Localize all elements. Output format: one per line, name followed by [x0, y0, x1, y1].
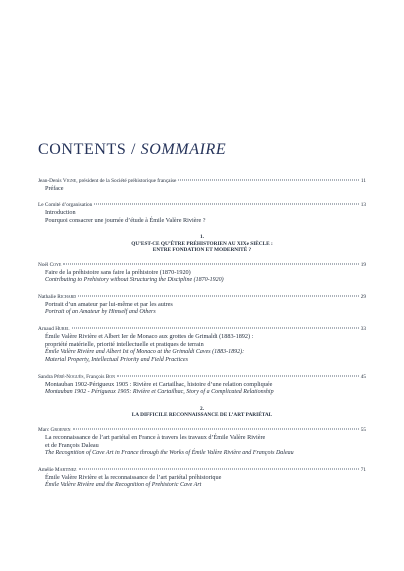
author-first: Nathalie — [38, 293, 58, 300]
french-title: Pourquoi consacrer une journée d’étude à Émile Valère Rivière ? — [45, 217, 206, 224]
page-number: 71 — [360, 466, 366, 473]
author-rest: , François — [83, 373, 106, 380]
author-line — [38, 374, 366, 381]
leader-dots — [79, 468, 359, 469]
section-heading — [38, 234, 366, 254]
english-title: Émile Valère Rivière and Albert Ist of Monaco at the Grimaldi Caves (1883-1892): — [45, 348, 245, 355]
author-line — [38, 202, 366, 209]
author-name — [38, 178, 176, 185]
title-main: CONTENTS / — [38, 141, 136, 158]
french-title: Préface — [45, 185, 64, 192]
author-surname: Vigne — [62, 178, 77, 184]
leader-dots — [73, 428, 359, 429]
toc-entry — [38, 202, 366, 225]
french-title: La reconnaissance de l’art pariétal en France à travers les travaux d’Émile Valère Rivière — [45, 433, 266, 441]
page-number: 13 — [360, 202, 366, 209]
page-number: 11 — [360, 178, 366, 184]
author-surname: Coye — [49, 261, 62, 268]
french-title: propriété matérielle, priorité intellectuelle et pratiques de terrain — [45, 340, 204, 348]
author-surname: Péré-Noguès — [54, 373, 84, 380]
author-name — [38, 202, 92, 209]
french-title: Montauban 1902-Périgueux 1905 : Rivière et Cartailhac, histoire d’une relation compliquée — [45, 380, 273, 388]
english-title: Montauban 1902 - Périgueux 1905: Rivière et Cartailhac, Story of a Complicated Relationship — [45, 388, 274, 395]
leader-dots — [178, 180, 358, 181]
section-number: 2. — [200, 405, 204, 412]
page-number: 33 — [360, 325, 366, 332]
author-first: Arnaud — [38, 325, 56, 332]
english-title: Material Property, Intellectual Priority and Field Practices — [45, 356, 188, 363]
toc-entry — [38, 294, 366, 317]
leader-dots — [72, 327, 359, 328]
section-heading — [38, 406, 366, 419]
toc-entry — [38, 326, 366, 365]
author-line — [38, 427, 366, 434]
english-title: Émile Valère Rivière and the Recognition of Prehistoric Cave Art — [45, 481, 202, 488]
author-line — [38, 294, 366, 301]
english-title: The Recognition of Cave Art in France through the Works of Émile Valère Rivière and François Daleau — [45, 449, 294, 456]
page-number: 29 — [360, 293, 366, 300]
french-title: Émile Valère Rivière et la reconnaissance de l’art pariétal préhistorique — [45, 473, 222, 481]
section-title-line: QU’EST-CE QU’ÊTRE PRÉHISTORIEN AU XIXe SIÈCLE : — [131, 240, 273, 247]
french-title: Introduction — [45, 209, 76, 217]
author-line — [38, 178, 366, 185]
author-first: Marc — [38, 426, 51, 433]
english-title: Portrait of an Amateur by Himself and Others — [45, 308, 156, 315]
author-name — [38, 294, 76, 301]
toc-entry — [38, 427, 366, 458]
toc-list — [38, 178, 366, 499]
toc-entry — [38, 178, 366, 193]
toc-entry — [38, 262, 366, 285]
page-number: 45 — [360, 373, 366, 380]
leader-dots — [94, 204, 358, 205]
title-italic: SOMMAIRE — [140, 141, 227, 158]
author-first: Le Comité d’organisation — [38, 202, 93, 209]
author-surname: Hurel — [55, 325, 70, 332]
french-title: Émile Valère Rivière et Albert Ier de Monaco aux grottes de Grimaldi (1883-1892) : — [45, 332, 254, 340]
french-title: Portrait d’un amateur par lui-même et par les autres — [45, 300, 173, 308]
author-line — [38, 467, 366, 474]
french-title: Faire de la préhistoire sans faire la préhistoire (1870-1920) — [45, 268, 191, 276]
author-line — [38, 326, 366, 333]
author-name — [38, 427, 71, 434]
author-name — [38, 326, 70, 333]
leader-dots — [63, 263, 358, 264]
page-number: 19 — [360, 261, 366, 268]
author-line — [38, 262, 366, 269]
author-first: Sandra — [38, 373, 55, 380]
toc-entry — [38, 374, 366, 397]
author-name — [38, 467, 77, 474]
leader-dots — [117, 375, 359, 376]
author-name — [38, 262, 61, 269]
author-first: Jean-Denis — [38, 178, 63, 184]
section-title-line: LA DIFFICILE RECONNAISSANCE DE L’ART PARIÉTAL — [131, 412, 273, 419]
page-title — [38, 141, 226, 159]
section-number: 1. — [200, 234, 204, 241]
author-surname: Richard — [57, 293, 77, 300]
author-first: Noël — [38, 261, 50, 268]
toc-entry — [38, 467, 366, 490]
leader-dots — [78, 295, 359, 296]
author-first: Amélie — [38, 466, 55, 473]
author-surname: Martinez — [54, 466, 77, 473]
page-number: 55 — [360, 426, 366, 433]
author-name — [38, 374, 115, 381]
section-title-line: ENTRE FONDATION ET MODERNITÉ ? — [152, 247, 252, 254]
author-surname-2: Bon — [105, 373, 116, 380]
author-surname: Groenen — [50, 426, 71, 433]
french-title: et de François Daleau — [45, 441, 99, 449]
author-rest: , président de la Société préhistorique française — [76, 178, 177, 184]
english-title: Contributing to Prehistory without Structuring the Discipline (1870-1920) — [45, 276, 224, 283]
